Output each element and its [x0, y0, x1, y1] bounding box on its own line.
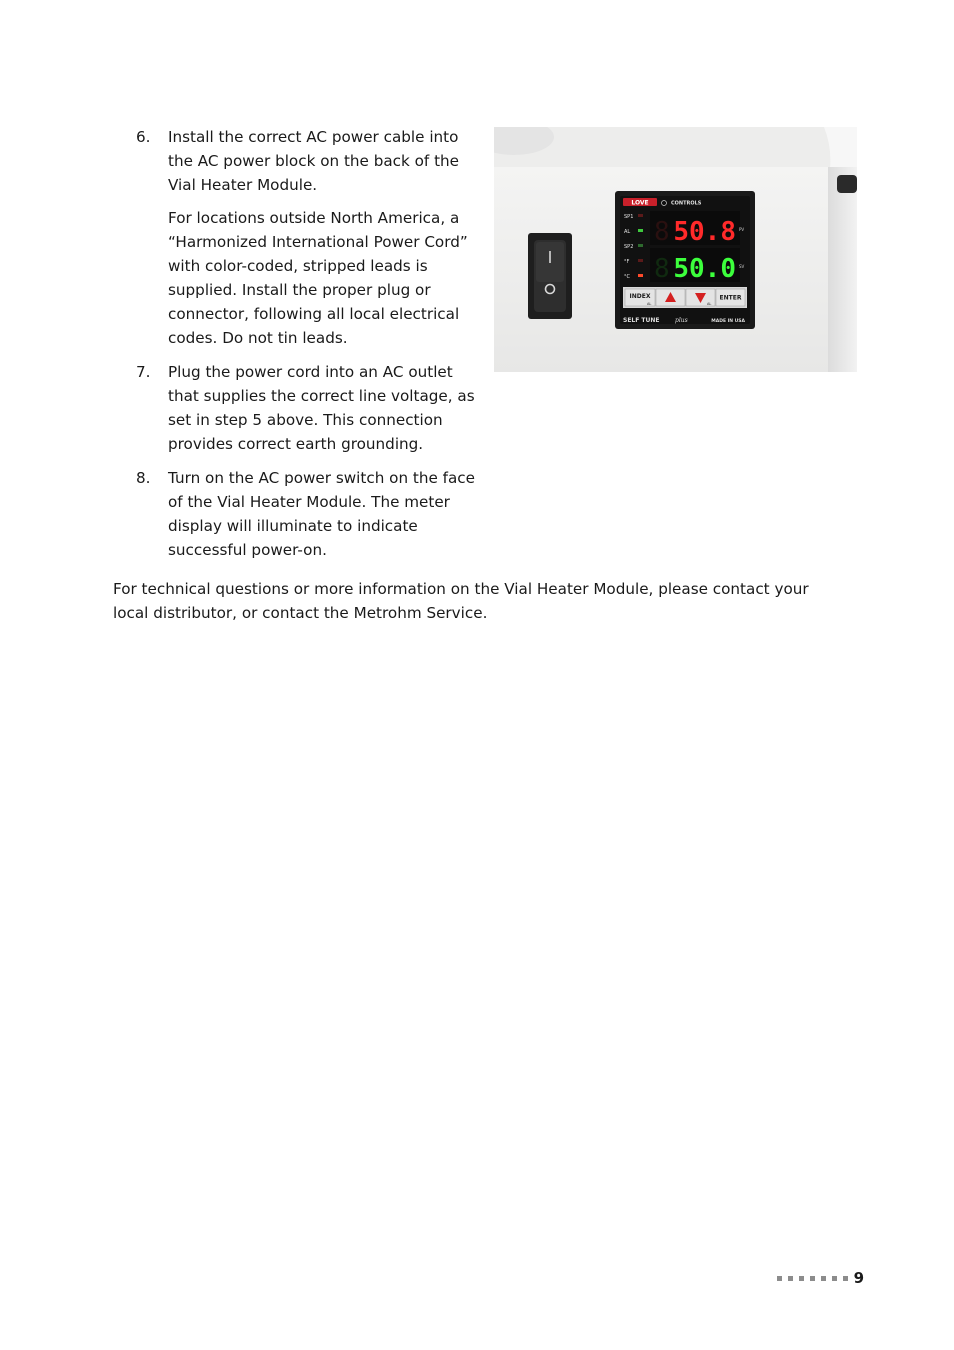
step-text: Install the correct AC power cable into the AC power block on the back of the Vial Heater Module.	[168, 128, 460, 194]
plus-text: plus	[675, 317, 688, 324]
power-switch	[528, 233, 572, 319]
footer-dot	[799, 1276, 804, 1281]
vial-heater-photo	[494, 127, 857, 372]
indicator-c: °C	[624, 274, 630, 280]
enter-button	[716, 289, 745, 306]
indicator-al: AL	[624, 229, 631, 235]
indicator-f: °F	[624, 259, 630, 265]
indicator-sp2: SP2	[624, 244, 634, 250]
svg-text:8: 8	[654, 254, 670, 284]
footer-dot	[821, 1276, 826, 1281]
footer-dot	[843, 1276, 848, 1281]
up-button	[656, 289, 685, 306]
made-in-text: MADE IN USA	[711, 319, 745, 324]
footer-dots	[777, 1276, 848, 1281]
installation-steps	[136, 125, 481, 572]
svg-text:8: 8	[654, 217, 670, 247]
page-footer	[777, 1269, 864, 1287]
footer-dot	[788, 1276, 793, 1281]
step-note: For locations outside North America, a “Harmonized International Power Cord” with color-coded, stripped leads is supplied. Install the proper plug or connector, following all local electrical codes. Do not tin leads.	[168, 209, 468, 347]
al-label: AL	[647, 302, 652, 306]
enter-label: ENTER	[719, 294, 742, 302]
index-label: INDEX	[629, 293, 651, 300]
pv-label: PV	[739, 227, 745, 232]
sv-label: SV	[739, 264, 745, 269]
footer-dot	[832, 1276, 837, 1281]
index-button	[625, 289, 655, 306]
step-text: Turn on the AC power switch on the face of the Vial Heater Module. The meter display will illuminate to indicate successful power-on.	[168, 469, 476, 559]
step-number: 7.	[136, 363, 151, 381]
temperature-controller	[615, 191, 755, 329]
step-text: Plug the power cord into an AC outlet that supplies the correct line voltage, as set in step 5 above. This connection provides correct earth grounding.	[168, 363, 475, 453]
step-8	[136, 466, 481, 562]
step-7	[136, 360, 481, 456]
sv-display: 50.0	[673, 254, 736, 284]
down-button	[686, 289, 715, 306]
controls-text: CONTROLS	[671, 200, 702, 207]
al-label: AL	[707, 302, 712, 306]
pv-display: 50.8	[673, 217, 736, 247]
page-number: 9	[853, 1269, 864, 1287]
footer-dot	[810, 1276, 815, 1281]
closing-paragraph: For technical questions or more information on the Vial Heater Module, please contact your local distributor, or contact the Metrohm Service.	[113, 580, 809, 622]
step-number: 8.	[136, 469, 151, 487]
indicator-sp1: SP1	[624, 214, 634, 220]
step-6	[136, 125, 481, 350]
footer-dot	[777, 1276, 782, 1281]
step-number: 6.	[136, 128, 151, 146]
selftune-text: SELF TUNE	[623, 317, 660, 324]
brand-text: LOVE	[631, 199, 649, 207]
